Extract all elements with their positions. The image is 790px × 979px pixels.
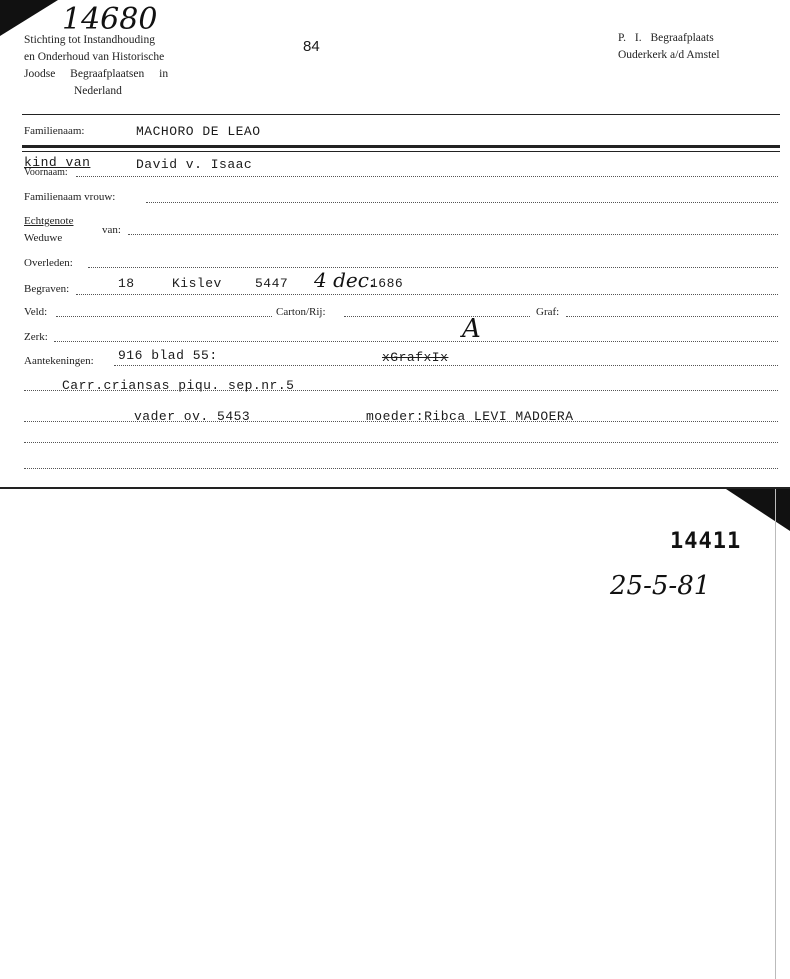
veld-dotted-line: [56, 316, 272, 317]
note-line-3-mother: moeder:Ribca LEVI MADOERA: [366, 409, 574, 424]
aantekeningen-struck-text: xGrafxIx: [382, 350, 449, 365]
van-label: van:: [102, 224, 121, 236]
zerk-label: Zerk:: [24, 331, 48, 343]
carton-label: Carton/Rij:: [276, 306, 326, 318]
zerk-handwritten-mark: A: [462, 314, 481, 344]
scan-back-area: [0, 489, 790, 979]
overleden-label: Overleden:: [24, 257, 73, 269]
handwritten-ref-number: 14680: [62, 2, 158, 37]
echtgenote-label: Echtgenote: [24, 215, 74, 227]
cemetery-line-2: Ouderkerk a/d Amstel: [618, 49, 720, 61]
graf-label: Graf:: [536, 306, 560, 318]
note-line-5-dotted: [24, 468, 778, 469]
cemetery-block: [618, 30, 720, 64]
overleden-dotted-line: [88, 267, 778, 268]
org-line-2: en Onderhoud van Historische: [24, 51, 165, 63]
org-line-1: Stichting tot Instandhouding: [24, 34, 155, 46]
note-line-4-dotted: [24, 442, 778, 443]
begraven-label: Begraven:: [24, 283, 70, 295]
double-rule-thin: [22, 151, 780, 152]
begraven-handwritten-date: 4 dec.: [314, 268, 376, 292]
aantekeningen-dotted-line: [114, 365, 778, 366]
double-rule-thick: [22, 145, 780, 148]
note-line-2-dotted: [24, 390, 778, 391]
familienaam-vrouw-dotted-line: [146, 202, 778, 203]
org-line-3: Joodse Begraafplaatsen in: [24, 68, 169, 80]
stamp-date: 25-5-81: [610, 571, 711, 601]
begraven-dotted-line: [76, 294, 778, 295]
corner-triangle-right: [726, 489, 790, 533]
org-line-4: Nederland: [74, 85, 122, 97]
begraven-day: 18: [118, 276, 135, 291]
familienaam-vrouw-label: Familienaam vrouw:: [24, 191, 116, 203]
voornaam-dotted-line: [76, 176, 778, 177]
carton-dotted-line: [344, 316, 530, 317]
index-card: [0, 0, 790, 488]
voornaam-value: David v. Isaac: [136, 157, 253, 172]
aantekeningen-label: Aantekeningen:: [24, 355, 94, 367]
voornaam-label: Voornaam:: [24, 167, 68, 178]
echtgenote-dotted-line: [128, 234, 778, 235]
organization-block: [24, 32, 168, 100]
familienaam-value: MACHORO DE LEAO: [136, 124, 261, 139]
zerk-dotted-line: [54, 341, 778, 342]
graf-dotted-line: [566, 316, 778, 317]
aantekeningen-value: 916 blad 55:: [118, 348, 218, 363]
card-number: 84: [303, 38, 320, 55]
note-line-3-father: vader ov. 5453: [134, 409, 251, 424]
note-line-2-text: Carr.criansas piqu. sep.nr.5: [62, 378, 295, 393]
cemetery-line-1: P. I. Begraafplaats: [618, 32, 714, 44]
stamp-number: 14411: [670, 529, 742, 554]
scan-edge-line: [775, 489, 776, 979]
begraven-year-gregorian: 1686: [370, 276, 404, 291]
note-line-3-dotted: [24, 421, 778, 422]
familienaam-label: Familienaam:: [24, 125, 85, 137]
weduwe-label: Weduwe: [24, 232, 63, 244]
veld-label: Veld:: [24, 306, 48, 318]
top-rule: [22, 114, 780, 115]
begraven-year: 5447: [255, 276, 289, 291]
voornaam-prefix: kind van: [24, 155, 91, 170]
begraven-month: Kislev: [172, 276, 222, 291]
